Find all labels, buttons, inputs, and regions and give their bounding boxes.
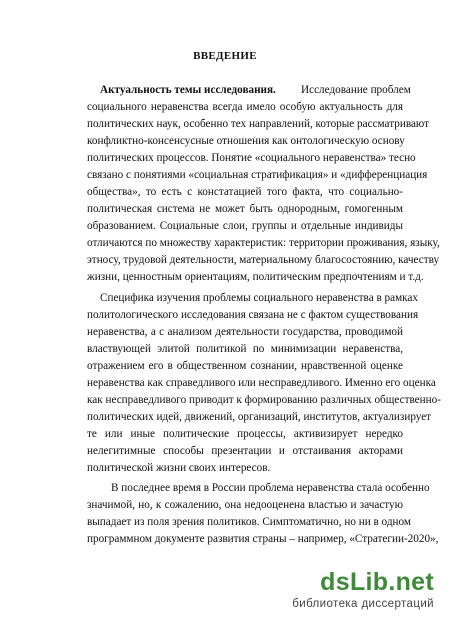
text-line: те или иные политические процессы, активизирует нередко: [87, 428, 403, 440]
text-line: политологического исследования связана не с фактом существования: [87, 309, 419, 321]
text-line: политических процессов. Понятие «социального неравенства» тесно: [87, 152, 416, 164]
text-line: общества», то есть с констатацией того факта, что социально-: [87, 186, 403, 198]
page-title: ВВЕДЕНИЕ: [193, 50, 257, 62]
text-line: конфликтно-консенсусные отношения как онтологическую основу: [87, 135, 405, 147]
text-line: этносу, трудовой деятельности, материальному благосостоянию, качеству: [87, 254, 440, 266]
lead-heading: Актуальность темы исследования.: [100, 84, 276, 96]
text-line: связано с понятиями «социальная стратификация» и «дифференциация: [87, 169, 428, 181]
text-line: [100, 82, 411, 99]
text-line: как несправедливого приводит к формированию различных общественно-: [87, 394, 441, 406]
text-line: отражением его в общественном сознании, нравственной оценке: [87, 360, 403, 372]
watermark-subtitle: библиотека диссертаций: [292, 598, 434, 610]
text-line: нелегитимные способы презентации и отстаивания акторами: [87, 445, 403, 457]
text-line: В последнее время в России проблема неравенства стала особенно: [111, 482, 430, 494]
text-line: властвующей элитой политикой по минимизации неравенства,: [87, 343, 403, 355]
text-line: политических идей, движений, организаций, институтов, актуализирует: [87, 411, 432, 423]
text-line: образованием. Социальные слои, группы и отдельные индивиды: [87, 220, 403, 232]
text-line: социального неравенства всегда имело особую актуальность для: [87, 101, 403, 113]
text-line-fragment: Исследование проблем: [301, 84, 411, 96]
watermark-brand-name: dsLib: [320, 568, 389, 596]
text-line: политических наук, особенно тех направлений, которые рассматривают: [87, 118, 430, 130]
text-line: политической жизни своих интересов.: [87, 462, 271, 474]
text-line: Специфика изучения проблемы социального неравенства в рамках: [100, 292, 418, 304]
text-line: отличаются по множеству характеристик: территории проживания, языку,: [87, 237, 440, 249]
text-line: политическая система не может быть однородным, гомогенным: [87, 203, 403, 215]
text-line: неравенства, а с анализом деятельности государства, проводимой: [87, 326, 403, 338]
watermark-brand: [320, 568, 434, 596]
watermark-logo: [250, 568, 442, 616]
text-line: выпадает из поля зрения политиков. Симптоматично, но ни в одном: [87, 516, 411, 528]
watermark-brand-domain: .net: [388, 568, 434, 596]
text-line: значимой, но, к сожалению, она недооценена властью и зачастую: [87, 499, 403, 511]
text-line: неравенства как справедливого или несправедливого. Именно его оценка: [87, 377, 436, 389]
text-line: программном документе развития страны – например, «Стратегии-2020»,: [87, 533, 439, 545]
text-line: жизни, ценностным ориентациям, политическим предпочтениям и т.д.: [87, 271, 424, 283]
